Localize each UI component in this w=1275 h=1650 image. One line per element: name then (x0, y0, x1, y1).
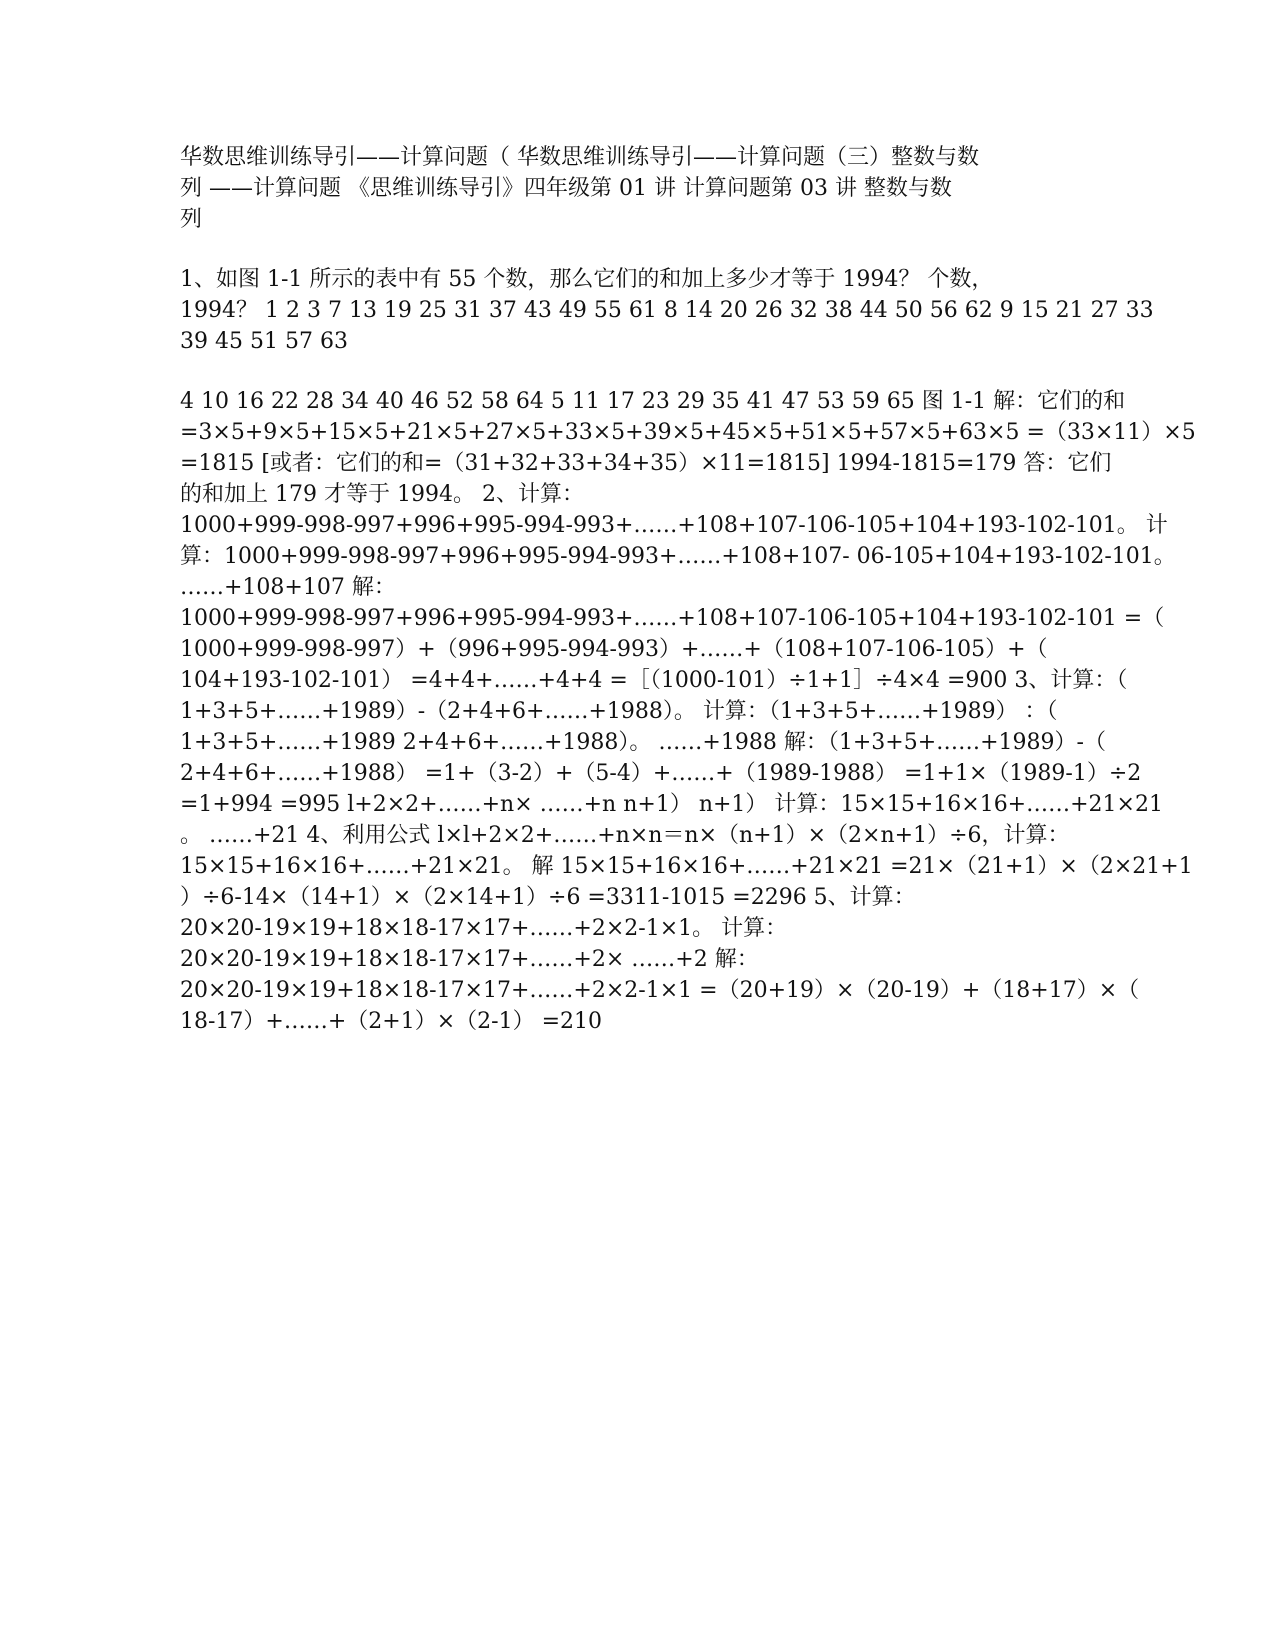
text-line: ）÷6-14×（14+1）×（2×14+1）÷6 =3311-1015 =2296 5、计算： (180, 885, 916, 910)
text-line: 。 ……+21 4、利用公式 l×l+2×2+……+n×n＝n×（n+1）×（2×n+1）÷6，计算： (180, 823, 1070, 848)
text-line: 2+4+6+……+1988） =1+（3-2）+（5-4）+……+（1989-1988） =1+1×（1989-1）÷2 (180, 761, 1142, 786)
text-line: =3×5+9×5+15×5+21×5+27×5+33×5+39×5+45×5+51×5+57×5+63×5 =（33×11）×5 (180, 420, 1196, 445)
text-line: 18-17）+……+（2+1）×（2-1） =210 (180, 1009, 602, 1034)
text-line: 4 10 16 22 28 34 40 46 52 58 64 5 11 17 23 29 35 41 47 53 59 65 图 1-1 解：它们的和 (180, 389, 1126, 414)
title-line-2: 列 ——计算问题 《思维训练导引》四年级第 01 讲 计算问题第 03 讲 整数与数 (180, 176, 952, 201)
document-body (180, 142, 1196, 1037)
text-line: 1、如图 1-1 所示的表中有 55 个数，那么它们的和加上多少才等于 1994？ 个数， (180, 267, 994, 292)
text-line: 20×20-19×19+18×18-17×17+……+2×2-1×1。 计算： (180, 916, 788, 941)
text-line: 1+3+5+……+1989 2+4+6+……+1988）。 ……+1988 解：（1+3+5+……+1989）-（ (180, 730, 1106, 755)
text-line: =1815 [或者：它们的和=（31+32+33+34+35）×11=1815] 1994-1815=179 答：它们 (180, 451, 1112, 476)
title-line-3: 列 (180, 207, 203, 232)
text-line: 39 45 51 57 63 (180, 329, 348, 354)
title-line-1: 华数思维训练导引——计算问题（ 华数思维训练导引——计算问题（三）整数与数 (180, 145, 979, 170)
text-line: 1000+999-998-997+996+995-994-993+……+108+107-106-105+104+193-102-101 =（ (180, 606, 1165, 631)
text-line: =1+994 =995 l+2×2+……+n× ……+n n+1） n+1） 计算：15×15+16×16+……+21×21 (180, 792, 1163, 817)
text-line: ……+108+107 解： (180, 575, 396, 600)
text-line: 1+3+5+……+1989）-（2+4+6+……+1988）。 计算：（1+3+5+……+1989） ：（ (180, 699, 1058, 724)
text-line: 15×15+16×16+……+21×21。 解 15×15+16×16+……+21×21 =21×（21+1）×（2×21+1 (180, 854, 1193, 879)
paragraph-gap (180, 357, 1050, 386)
paragraph-gap (180, 235, 1050, 264)
text-line: 1994？ 1 2 3 7 13 19 25 31 37 43 49 55 61 8 14 20 26 32 38 44 50 56 62 9 15 21 27 33 (180, 298, 1154, 323)
text-line: 算：1000+999-998-997+996+995-994-993+……+108+107- 06-105+104+193-102-101。 (180, 544, 1176, 569)
text-line: 1000+999-998-997+996+995-994-993+……+108+107-106-105+104+193-102-101。 计 (180, 513, 1168, 538)
text-line: 1000+999-998-997）+（996+995-994-993）+……+（108+107-106-105）+（ (180, 637, 1048, 662)
text-line: 104+193-102-101） =4+4+……+4+4 =［（1000-101）÷1+1］÷4×4 =900 3、计算：（ (180, 668, 1128, 693)
text-line: 20×20-19×19+18×18-17×17+……+2×2-1×1 =（20+19）×（20-19）+（18+17）×（ (180, 978, 1140, 1003)
text-line: 20×20-19×19+18×18-17×17+……+2× ……+2 解： (180, 947, 759, 972)
text-line: 的和加上 179 才等于 1994。 2、计算： (180, 482, 584, 507)
